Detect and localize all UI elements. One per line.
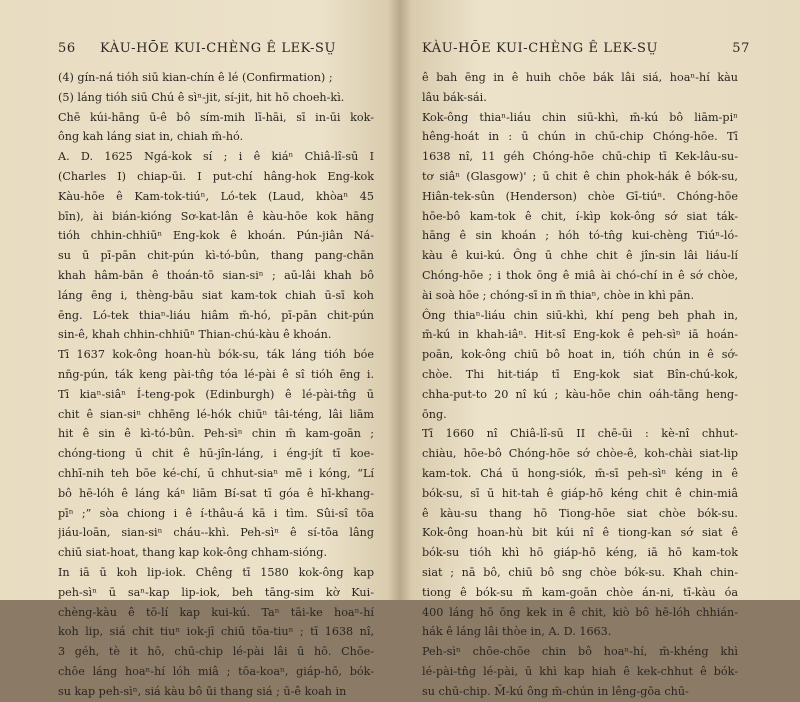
text-line: ê kàu-su thang hō Tiong-hōe siat chòe bók-su. — [422, 506, 738, 520]
text-line: m̄-kú in khah-iâⁿ. Hit-sî Eng-kok ê peh-sìⁿ iā hoán- — [422, 328, 738, 342]
text-line: peh-sìⁿ ū saⁿ-kap lip-iok, beh tāng-sim kờ Kui- — [58, 585, 374, 599]
text-line: hêng-hoát in : ū chún in chū-chip Chóng-hōe. Tī — [422, 130, 738, 144]
text-line: tiong ê bók-su m̄ kam-goān chòe án-ni, tī-kàu óa — [422, 585, 738, 599]
text-line: chóng-tiong ū chit ê hū-jîn-láng, i éng-jít tī koe- — [58, 447, 374, 461]
text-line: ēng. Ló-tek thiaⁿ-liáu hiâm m̄-hó, pī-pān chit-pún — [58, 308, 374, 322]
text-line: hák ê láng lâi thòe in, A. D. 1663. — [422, 625, 612, 639]
text-line: láng ēng i, thèng-bāu siat kam-tok chiah ū-sī koh — [58, 288, 374, 302]
text-line: Kok-ông thiaⁿ-liáu chin siū-khì, m̄-kú bô liām-piⁿ — [422, 110, 738, 124]
text-line: A. D. 1625 Ngá-kok sí ; i ê kiáⁿ Chiâ-lî-sū I — [58, 150, 374, 164]
text-line: Tī 1660 nî Chiâ-lî-sū II chē-ūi : kè-nî chhut- — [422, 427, 738, 441]
text-line: kàu ê kui-kú. Ông ū chhe chit ê jîn-sin lâi liáu-lí — [422, 249, 738, 263]
right-page-body — [422, 68, 738, 702]
text-line: nn̄g-pún, ták keng pài-tn̂g tóa lé-pài ê sî tióh ēng i. — [58, 367, 374, 381]
text-line: bô hē-lóh ê láng káⁿ liām Bí-sat tī góa ê hī-khang- — [58, 486, 374, 500]
text-line: ōng. — [422, 407, 447, 421]
text-line: In iā ū koh lip-iok. Chêng tī 1580 kok-ông kap — [58, 565, 374, 579]
text-line: tơ siâⁿ (Glasgow)' ; ū chit ê chin phok-hák ê bók-su, — [422, 169, 738, 183]
text-line: sin-ê, khah chhin-chhiūⁿ Thian-chú-kàu ê khoán. — [58, 328, 332, 342]
text-line: su kap peh-sìⁿ, siá kàu bô ūi thang siá ; ū-ê koah in — [58, 684, 347, 698]
text-line: chha-put-to 20 nî kú ; kàu-hōe chin oáh-tāng heng- — [422, 387, 738, 401]
text-line: siat ; nā bô, chiū bô sng chòe bók-su. Khah chin- — [422, 565, 738, 579]
text-line: jiáu-loān, sian-siⁿ cháu--khì. Peh-sìⁿ ê sí-tōa lâng — [58, 526, 374, 540]
text-line: chiū siat-hoat, thang kap kok-ông chham-sióng. — [58, 546, 328, 560]
text-line: chōe láng hoaⁿ-hí lóh miâ ; tōa-koaⁿ, giáp-hō, bók- — [58, 664, 374, 678]
text-line: hāng ê sin khoán ; hóh tó-tn̂g kui-chèng Tiúⁿ-ló- — [422, 229, 738, 243]
text-line: chiàu, hōe-bô Chóng-hōe sớ chòe-ê, koh-chài siat-lip — [422, 447, 738, 461]
text-line: 1638 nî, 11 géh Chóng-hōe chū-chip tī Kek-lâu-su- — [422, 150, 738, 164]
text-line: (Charles I) chiap-ūi. I put-chí hâng-hok Eng-kok — [58, 169, 374, 183]
text-line: Tī 1637 kok-ông hoan-hù bók-su, ták láng tióh bóe — [58, 348, 374, 362]
left-running-title: KÀU-HŌE KUI-CHÈNG Ê LEK-SṲ — [100, 41, 337, 56]
text-line: chòe. Thi hit-tiáp tī Eng-kok siat Bîn-chú-kok, — [422, 367, 738, 381]
text-line: Ông thiaⁿ-liáu chin siū-khì, khí peng beh phah in, — [422, 308, 738, 322]
text-line: (4) gín-ná tióh siū kian-chín ê lé (Confirmation) ; — [58, 71, 333, 84]
text-line: koh lip, siá chit tiuⁿ iok-jī chiū tōa-tiuⁿ ; tī 1638 nî, — [58, 625, 374, 639]
text-line: ài soà hōe ; chóng-sī in m̄ thiaⁿ, chòe in khì pān. — [422, 288, 695, 302]
text-line: lé-pài-tn̂g lé-pài, ū khì kap hiah ê kek-chhut ê bók- — [422, 664, 738, 678]
left-page — [0, 0, 400, 698]
text-line: tióh chhin-chhiūⁿ Eng-kok ê khoán. Pún-jiân Ná- — [58, 229, 374, 243]
right-page-number: 57 — [732, 41, 750, 56]
text-line: bók-su, sī ū hit-tah ê giáp-hō kéng chit ê chin-miâ — [422, 486, 738, 500]
text-line: Kàu-hōe ê Kam-tok-tiúⁿ, Ló-tek (Laud, khòaⁿ 45 — [58, 189, 374, 203]
text-line: khah hâm-bān ê thoán-tō sian-siⁿ ; aū-lâi khah bô — [58, 268, 374, 282]
text-line: Chóng-hōe ; i thok ōng ê miâ ài chó-chí in ê sớ chòe, — [422, 268, 738, 282]
text-line: chèng-kàu ê tō-lí kap kui-kú. Taⁿ tāi-ke hoaⁿ-hí — [58, 605, 374, 619]
left-page-number: 56 — [58, 41, 76, 56]
text-line: bīn), ài bián-kióng Sơ-kat-lân ê kàu-hōe kok hāng — [58, 209, 374, 223]
right-page — [400, 0, 800, 698]
text-line: Tī kiaⁿ-siâⁿ Í-teng-pok (Edinburgh) ê lé-pài-tn̂g ū — [58, 387, 374, 401]
text-line: pīⁿ ;” sòa chiong i ê í-thâu-á kā i tìm. Sûi-sî tōa — [58, 506, 374, 520]
text-line: 400 láng hō ōng kek in ê chit, kiò bô hē-lóh chhián- — [422, 605, 738, 619]
text-line: Chē kúi-hāng ū-ê bô sím-mih lī-hāi, sī in-ūi kok- — [58, 110, 374, 124]
text-line: kam-tok. Chá ū hong-siók, m̄-sī peh-sìⁿ kéng in ê — [422, 466, 738, 480]
text-line: bók-su tióh khì hō giáp-hō kéng, iā hō kam-tok — [422, 546, 738, 560]
text-line: lâu bák-sái. — [422, 90, 487, 104]
text-line: chit ê sian-siⁿ chhēng lé-hók chiūⁿ tâi-téng, lâi liām — [58, 407, 374, 421]
text-line: ê bah ēng in ê huih chōe bák lâi siá, hoaⁿ-hí kàu — [422, 71, 738, 84]
text-line: (5) láng tióh siū Chú ê sìⁿ-jit, sí-jit, hit hō choeh-kì. — [58, 90, 345, 104]
text-line: su chū-chip. M̄-kú ông m̄-chún in lêng-gōa chū- — [422, 684, 689, 698]
text-line: hit ê sin ê kì-tó-bûn. Peh-sìⁿ chin m̄ kam-goān ; — [58, 427, 374, 441]
text-line: 3 géh, tè it hō, chū-chip lé-pài lâi ū hō. Chōe- — [58, 645, 374, 659]
left-page-body — [58, 68, 374, 702]
text-line: Kok-ông hoan-hù bit kúi nî ê tiong-kan sớ siat ê — [422, 526, 738, 540]
text-line: chhī-nih teh bōe ké-chí, ū chhut-siaⁿ mē i kóng, “Lí — [58, 466, 374, 480]
text-line: poān, kok-ông chiū bô hoat in, tióh chún in ê sớ- — [422, 348, 738, 362]
text-line: ông kah láng siat in, chiah m̄-hó. — [58, 130, 244, 144]
text-line: hōe-bô kam-tok ê chit, í-kìp kok-ông sớ siat ták- — [422, 209, 738, 223]
text-line: Peh-sìⁿ chōe-chōe chin bô hoaⁿ-hí, m̄-khéng khì — [422, 645, 738, 659]
text-line: su ū pī-pān chit-pún kì-tó-bûn, thang pang-chān — [58, 249, 374, 263]
text-line: Hiân-tek-sûn (Henderson) chòe Gī-tiúⁿ. Chóng-hōe — [422, 189, 738, 203]
right-running-title: KÀU-HŌE KUI-CHÈNG Ê LEK-SṲ — [422, 41, 659, 56]
